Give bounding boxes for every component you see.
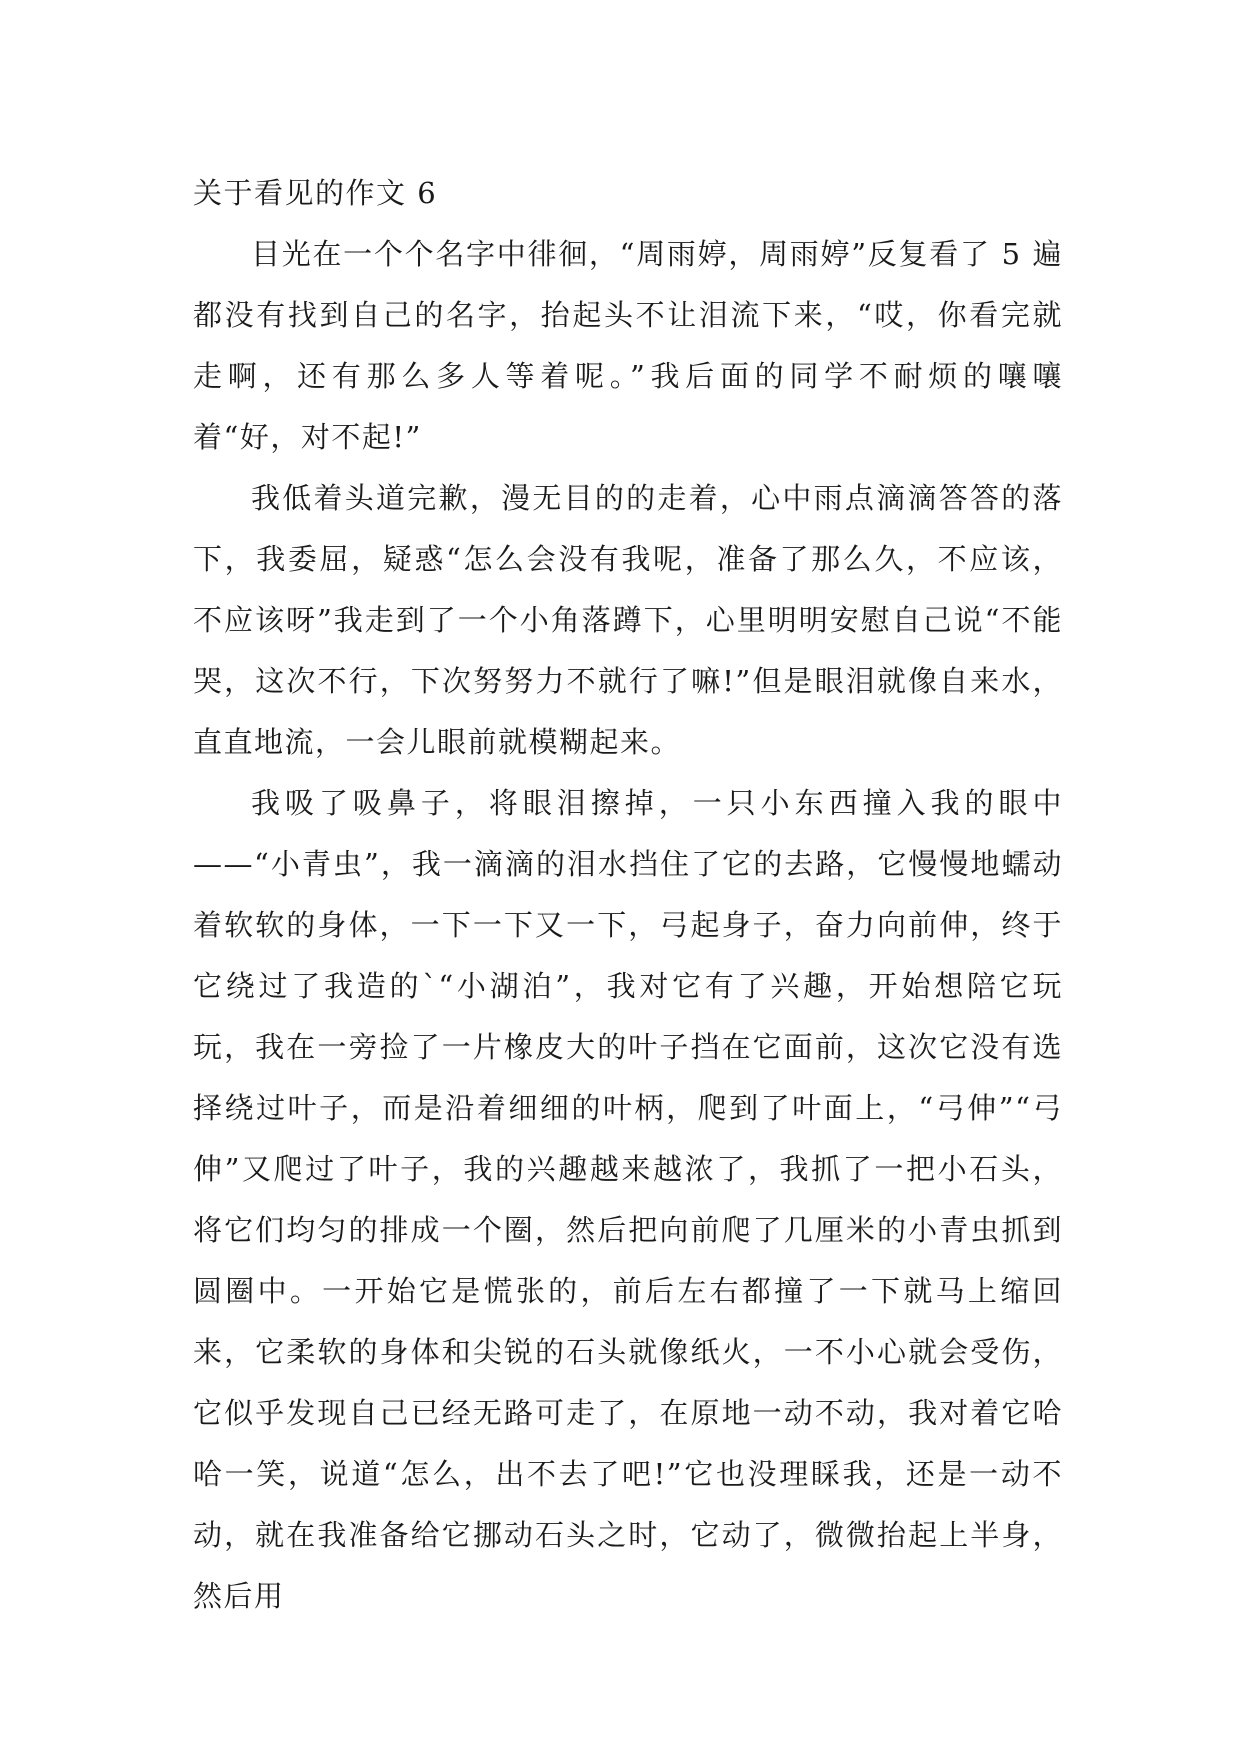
essay-title: 关于看见的作文 6	[193, 176, 438, 210]
document-body	[193, 163, 1063, 1627]
paragraph-1: 目光在一个个名字中徘徊，“周雨婷，周雨婷”反复看了 5 遍都没有找到自己的名字，抬起头不让泪流下来，“哎，你看完就走啊，还有那么多人等着呢。”我后面的同学不耐烦的嚷嚷着“好，对不起!”	[193, 237, 1063, 454]
paragraph-3: 我吸了吸鼻子，将眼泪擦掉，一只小东西撞入我的眼中——“小青虫”，我一滴滴的泪水挡住了它的去路，它慢慢地蠕动着软软的身体，一下一下又一下，弓起身子，奋力向前伸，终于它绕过了我造的`“小湖泊”，我对它有了兴趣，开始想陪它玩玩，我在一旁捡了一片橡皮大的叶子挡在它面前，这次它没有选择绕过叶子，而是沿着细细的叶柄，爬到了叶面上，“弓伸”“弓伸”又爬过了叶子，我的兴趣越来越浓了，我抓了一把小石头，将它们均匀的排成一个圈，然后把向前爬了几厘米的小青虫抓到圆圈中。一开始它是慌张的，前后左右都撞了一下就马上缩回来，它柔软的身体和尖锐的石头就像纸火，一不小心就会受伤，它似乎发现自己已经无路可走了，在原地一动不动，我对着它哈哈一笑，说道“怎么，出不去了吧!”它也没理睬我，还是一动不动，就在我准备给它挪动石头之时，它动了，微微抬起上半身，然后用	[193, 786, 1063, 1613]
paragraph-2: 我低着头道完歉，漫无目的的走着，心中雨点滴滴答答的落下，我委屈，疑惑“怎么会没有我呢，准备了那么久，不应该，不应该呀”我走到了一个小角落蹲下，心里明明安慰自己说“不能哭，这次不行，下次努努力不就行了嘛!”但是眼泪就像自来水，直直地流，一会儿眼前就模糊起来。	[193, 481, 1063, 759]
